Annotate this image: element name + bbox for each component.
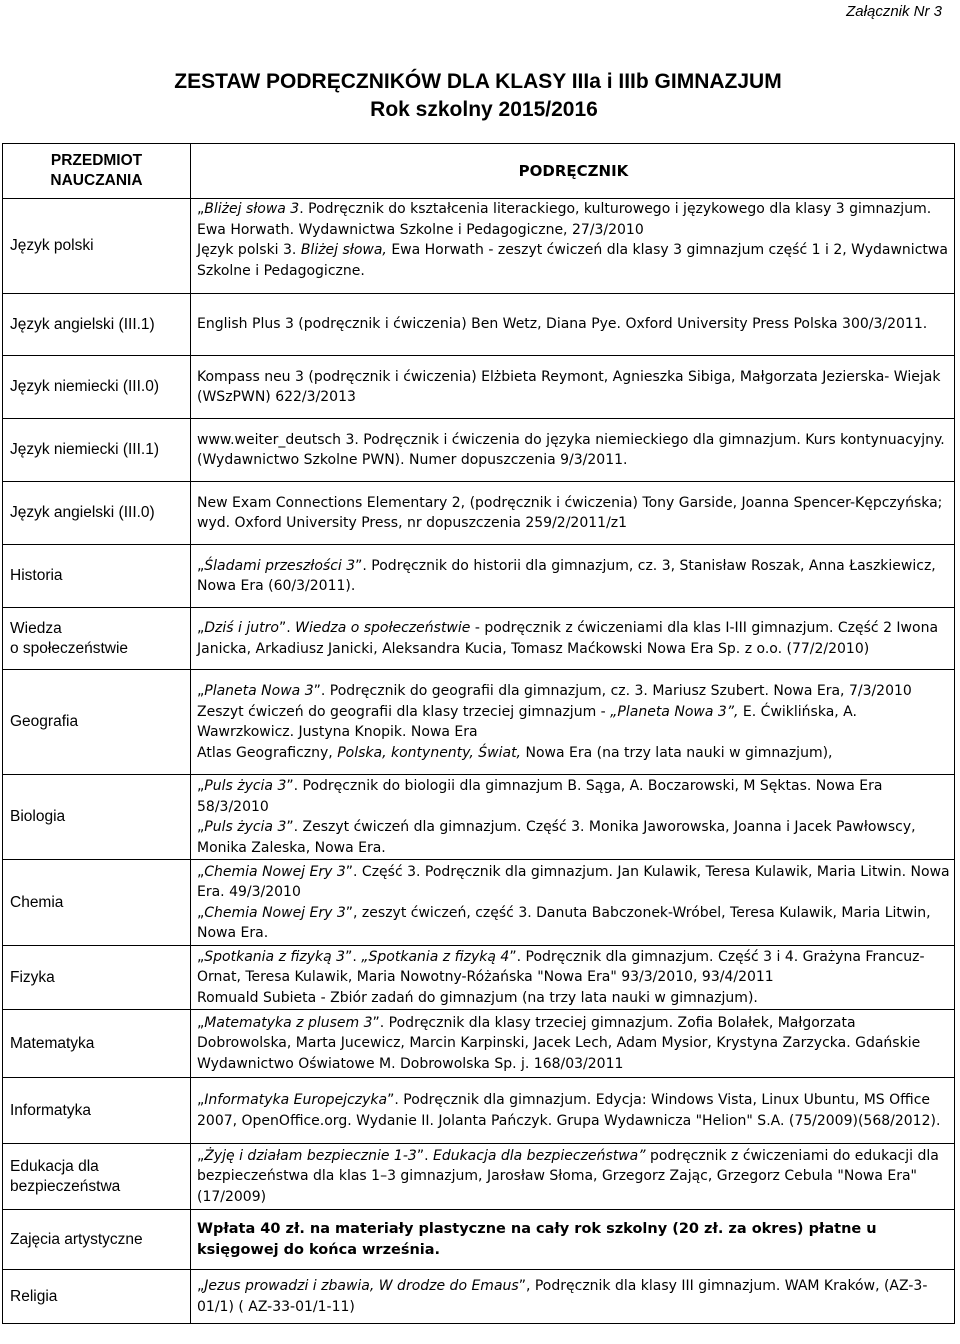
subject-fizyka: Fizyka (10, 968, 55, 986)
subject-cell (3, 860, 191, 946)
book-cell: „Śladami przeszłości 3”. Podręcznik do historii dla gimnazjum, cz. 3, Stanisław Roszak, Anna Łaszkiewicz, Nowa Era (60/3/2011). (191, 545, 955, 608)
biologia-text-b: ”. Zeszyt ćwiczeń dla gimnazjum. Część 3. Monika Jaworowska, Joanna i Jacek Pawłowscy, Monika Zaleska, Nowa Era. (197, 819, 916, 856)
chemia-text-b: ”, zeszyt ćwiczeń, część 3. Danuta Babczonek-Wróbel, Teresa Kulawik, Maria Litwin, Nowa Era. (197, 904, 931, 941)
table-row (3, 1010, 955, 1078)
book-cell: „Bliżej słowa 3. Podręcznik do kształcenia literackiego, kulturowego i językowego dla klasy 3 gimnazjum. Ewa Horwath. Wydawnictwa Szkolne i Pedagogiczne, 27/3/2010 Język polski 3. Bliżej słowa, Ewa Horwath - zeszyt ćwiczeń dla klasy 3 gimnazjum część 1 i 2, Wydawnictwa Szkolne i Pedagogiczne. (191, 199, 955, 294)
subject-cell (3, 608, 191, 670)
title-blizej-slowa: Bliżej słowa 3 (204, 201, 300, 217)
book-cell: „Chemia Nowej Ery 3”. Część 3. Podręcznik dla gimnazjum. Jan Kulawik, Teresa Kulawik, Maria Litwin. Nowa Era. 49/3/2010 „Chemia Nowej Ery 3”, zeszyt ćwiczeń, część 3. Danuta Babczonek-Wróbel, Teresa Kulawik, Maria Litwin, Nowa Era. (191, 860, 955, 946)
table-row (3, 356, 955, 419)
subject-cell (3, 1144, 191, 1210)
subject-religia: Religia (10, 1287, 58, 1305)
geografia-text-b1: Zeszyt ćwiczeń do geografii dla klasy trzeciej gimnazjum - (197, 703, 611, 720)
book-cell: „Informatyka Europejczyka”. Podręcznik dla gimnazjum. Edycja: Windows Vista, Linux Ubuntu, MS Office 2007, OpenOffice.org. Wydanie II. Jolanta Pańczyk. Grupa Wydawnicza "Helion" S.A. (75/2009)(568/2012). (191, 1078, 955, 1144)
subject-cell (3, 1210, 191, 1270)
geografia-text-c1: Atlas Geograficzny, (197, 744, 338, 761)
title-planeta-nowa: Planeta Nowa 3 (204, 683, 314, 699)
edb-text-a4: Edukacja dla bezpieczeństwa” (432, 1147, 646, 1164)
geografia-text-b3: E. Ćwiklińska, A. Wawrzkowicz. Justyna Knopik. Nowa Era (197, 703, 857, 740)
edb-text-a1: „ (197, 1147, 205, 1164)
book-cell (191, 1144, 955, 1210)
subject-chemia: Chemia (10, 893, 64, 911)
edb-text-a5: podręcznik z ćwiczeniami do edukacji dla bezpieczeństwa dla klas 1–3 gimnazjum, Jarosław Słoma, Grzegorz Zając, Grzegorz Cebula "Nowa Era" (17/2009) (197, 1147, 939, 1205)
subject-wos-line1: Wiedza (10, 619, 62, 637)
subject-niem0: Język niemiecki (III.0) (10, 378, 160, 395)
book-cell: „Dziś i jutro”. Wiedza o społeczeństwie - podręcznik z ćwiczeniami dla klas I-III gimnazjum. Część 2 Iwona Janicka, Arkadiusz Janicki, Aleksandra Kucia, Tomasz Maćkowski Nowa Era Sp. z o.o. (77/2/2010) (191, 608, 955, 670)
subject-cell (3, 482, 191, 545)
table-row (3, 545, 955, 608)
header-subject-line1: PRZEDMIOT (50, 152, 143, 169)
polski-text-a: . Podręcznik do kształcenia literackiego, kulturowego i językowego dla klasy 3 gimnazjum. Ewa Horwath. Wydawnictwa Szkolne i Pedagogiczne, 27/3/2010 (197, 201, 932, 238)
wos-text-a3: Wiedza o społeczeństwie (295, 620, 471, 636)
subject-cell (3, 775, 191, 860)
book-cell: „Puls życia 3”. Podręcznik do biologii dla gimnazjum B. Sąga, A. Boczarowski, M Sęktas. Nowa Era 58/3/2010 „Puls życia 3”. Zeszyt ćwiczeń dla gimnazjum. Część 3. Monika Jaworowska, Joanna i Jacek Pawłowscy, Monika Zaleska, Nowa Era. (191, 775, 955, 860)
title-spotkania-4: „Spotkania z fizyką 4 (361, 948, 510, 965)
subject-cell (3, 545, 191, 608)
subject-ang0: Język angielski (III.0) (10, 504, 155, 521)
plastyka-text: Wpłata 40 zł. na materiały plastyczne na cały rok szkolny (20 zł. za okres) płatne u księgowej do końca września. (197, 1221, 877, 1258)
polski-text-b2: Bliżej słowa, (300, 242, 387, 258)
book-cell (191, 356, 955, 419)
edb-text-a3: ”. (416, 1147, 433, 1164)
table-header-row (3, 144, 955, 199)
niem0-text: Kompass neu 3 (podręcznik i ćwiczenia) Elżbieta Reymont, Agnieszka Sibiga, Małgorzata Jezierska- Wiejak (WSzPWN) 622/3/2013 (197, 368, 941, 405)
table-row (3, 419, 955, 482)
table-row (3, 860, 955, 946)
table-row (3, 1144, 955, 1210)
table-row (3, 608, 955, 670)
subject-edb-line1: Edukacja dla (10, 1157, 99, 1175)
school-year: Rok szkolny 2015/2016 (370, 98, 598, 121)
subject-cell (3, 670, 191, 775)
table-row (3, 199, 955, 294)
subject-cell (3, 1270, 191, 1324)
wos-text-a2: ”. (278, 620, 296, 636)
subject-cell (3, 419, 191, 482)
book-cell (191, 1210, 955, 1270)
subject-plastyka: Zajęcia artystyczne (10, 1230, 143, 1248)
subject-biologia: Biologia (10, 808, 66, 825)
niem1-text: www.weiter_deutsch 3. Podręcznik i ćwiczenia do języka niemieckiego dla gimnazjum. Kurs kontynuacyjny. (Wydawnictwo Szkolne PWN). Numer dopuszczenia 9/3/2011. (197, 431, 945, 468)
fizyka-text-a4: ”. Podręcznik dla gimnazjum. Część 3 i 4. Grażyna Francuz-Ornat, Teresa Kulawik, Maria Nowotny-Różańska "Nowa Era" 93/3/2010, 93/4/2011 (197, 948, 925, 986)
geografia-text-a: ”. Podręcznik do geografii dla gimnazjum, cz. 3. Mariusz Szubert. Nowa Era, 7/3/2010 (313, 683, 912, 699)
title-spotkania-3: Spotkania z fizyką 3 (204, 948, 346, 965)
book-cell (191, 419, 955, 482)
book-cell: „Matematyka z plusem 3”. Podręcznik dla klasy trzeciej gimnazjum. Zofia Bolałek, Małgorzata Dobrowolska, Marta Jucewicz, Marcin Karpinski, Jacek Lech, Adam Mysior, Krystyna Zarzycka. Gdańskie Wydawnictwo Oświatowe M. Dobrowolska Sp. j. 168/03/2011 (191, 1010, 955, 1078)
polski-text-b1: Język polski 3. (197, 242, 301, 258)
polski-text-b3: Ewa Horwath - zeszyt ćwiczeń dla klasy 3 gimnazjum część 1 i 2, Wydawnictwa Szkolne i Pedagogiczne. (197, 242, 948, 279)
book-cell: „Jezus prowadzi i zbawia, W drodze do Emaus”, Podręcznik dla klasy III gimnazjum. WAM Kraków, (AZ-3-01/1) ( AZ-33-01/1-11) (191, 1270, 955, 1324)
subject-informatyka: Informatyka (10, 1101, 91, 1119)
table-row (3, 670, 955, 775)
historia-text: ”. Podręcznik do historii dla gimnazjum, cz. 3, Stanisław Roszak, Anna Łaszkiewicz, Nowa Era (60/3/2011). (197, 557, 936, 594)
table-row (3, 1270, 955, 1324)
header-book: PODRĘCZNIK (191, 144, 955, 199)
chemia-text-a: ”. Część 3. Podręcznik dla gimnazjum. Jan Kulawik, Teresa Kulawik, Maria Litwin. Nowa Era. 49/3/2010 (197, 863, 950, 900)
book-cell: „Spotkania z fizyką 3”. „Spotkania z fizyką 4”. Podręcznik dla gimnazjum. Część 3 i 4. Grażyna Francuz-Ornat, Teresa Kulawik, Maria Nowotny-Różańska "Nowa Era" 93/3/2010, 93/4/2011 Romuald Subieta - Zbiór zadań do gimnazjum (na trzy lata nauki w gimnazjum). (191, 946, 955, 1010)
table-row (3, 294, 955, 356)
title-dzis-i-jutro: Dziś i jutro (204, 620, 279, 636)
geografia-text-c3: Nowa Era (na trzy lata nauki w gimnazjum), (521, 744, 833, 761)
biologia-text-a: ”. Podręcznik do biologii dla gimnazjum B. Sąga, A. Boczarowski, M Sęktas. Nowa Era 58/3/2010 (197, 778, 883, 815)
book-cell (191, 294, 955, 356)
subject-polski: Język polski (10, 237, 94, 254)
subject-cell (3, 1078, 191, 1144)
title-puls-zycia: Puls życia 3 (204, 778, 287, 794)
geografia-text-c2: Polska, kontynenty, Świat, (337, 744, 522, 761)
subject-cell (3, 1010, 191, 1078)
subject-edb-line2: bezpieczeństwa (10, 1177, 121, 1195)
title-matematyka-z-plusem: Matematyka z plusem 3 (204, 1014, 373, 1031)
subject-cell (3, 199, 191, 294)
title-informatyka-europejczyka: Informatyka Europejczyka (204, 1092, 388, 1108)
fizyka-text-a2: ”. (345, 948, 362, 965)
table-row (3, 1210, 955, 1270)
subject-wos-line2: o społeczeństwie (10, 639, 129, 657)
geografia-text-b2: „Planeta Nowa 3”, (610, 703, 739, 720)
table-row (3, 1078, 955, 1144)
table-row (3, 482, 955, 545)
religia-text: ”, Podręcznik dla klasy III gimnazjum. WAM Kraków, (AZ-3-01/1) ( AZ-33-01/1-11) (197, 1278, 928, 1315)
subject-ang1: Język angielski (III.1) (10, 315, 155, 333)
fizyka-text-b: Romuald Subieta - Zbiór zadań do gimnazjum (na trzy lata nauki w gimnazjum). (197, 989, 758, 1006)
subject-cell (3, 356, 191, 419)
subject-cell (3, 946, 191, 1010)
book-cell (191, 482, 955, 545)
header-subject-line2: NAUCZANIA (50, 172, 143, 189)
annex-label: Załącznik Nr 3 (846, 3, 942, 20)
book-cell: „Planeta Nowa 3”. Podręcznik do geografii dla gimnazjum, cz. 3. Mariusz Szubert. Nowa Era, 7/3/2010 Zeszyt ćwiczeń do geografii dla klasy trzeciej gimnazjum - „Planeta Nowa 3”, E. Ćwiklińska, A. Wawrzkowicz. Justyna Knopik. Nowa Era Atlas Geograficzny, Polska, kontynenty, Świat, Nowa Era (na trzy lata nauki w gimnazjum), (191, 670, 955, 775)
table-row (3, 775, 955, 860)
subject-cell (3, 294, 191, 356)
ang1-text: English Plus 3 (podręcznik i ćwiczenia) Ben Wetz, Diana Pye. Oxford University Press Polska 300/3/2011. (197, 316, 928, 333)
matematyka-text: ”. Podręcznik dla klasy trzeciej gimnazjum. Zofia Bolałek, Małgorzata Dobrowolska, Marta Jucewicz, Marcin Karpinski, Jacek Lech, Adam Mysior, Krystyna Zarzycka. Gdańskie Wydawnictwo Oświatowe M. Dobrowolska Sp. j. 168/03/2011 (197, 1014, 921, 1072)
subject-matematyka: Matematyka (10, 1034, 95, 1052)
title-puls-zycia-zeszyt: Puls życia 3 (204, 819, 287, 835)
subject-geografia: Geografia (10, 713, 79, 730)
informatyka-text: ”. Podręcznik dla gimnazjum. Edycja: Windows Vista, Linux Ubuntu, MS Office 2007, OpenOffice.org. Wydanie II. Jolanta Pańczyk. Grupa Wydawnicza "Helion" S.A. (75/2009)(568/2012). (197, 1092, 941, 1129)
title-chemia-zeszyt: Chemia Nowej Ery 3 (204, 904, 346, 921)
title-zyje-i-dzialam: Żyję i działam bezpiecznie 1-3 (204, 1147, 417, 1164)
subject-niem1: Język niemiecki (III.1) (10, 441, 160, 458)
textbook-table (2, 143, 955, 1324)
title-chemia-nowej-ery: Chemia Nowej Ery 3 (204, 863, 346, 880)
subject-historia: Historia (10, 567, 63, 584)
document-title: ZESTAW PODRĘCZNIKÓW DLA KLASY IIIa i IIIb GIMNAZJUM (174, 70, 782, 93)
title-sladami: Śladami przeszłości 3 (204, 557, 356, 574)
ang0-text: New Exam Connections Elementary 2, (podręcznik i ćwiczenia) Tony Garside, Joanna Spencer-Kępczyńska; wyd. Oxford University Press, nr dopuszczenia 259/2/2011/z1 (197, 494, 943, 531)
header-subject (3, 144, 191, 199)
title-jezus-prowadzi: Jezus prowadzi i zbawia, W drodze do Emaus (204, 1278, 519, 1294)
table-row (3, 946, 955, 1010)
wos-text-a4: - podręcznik z ćwiczeniami dla klas I-III gimnazjum. Część 2 Iwona Janicka, Arkadiusz Janicki, Aleksandra Kucia, Tomasz Maćkowski Nowa Era Sp. z o.o. (77/2/2010) (197, 620, 939, 657)
